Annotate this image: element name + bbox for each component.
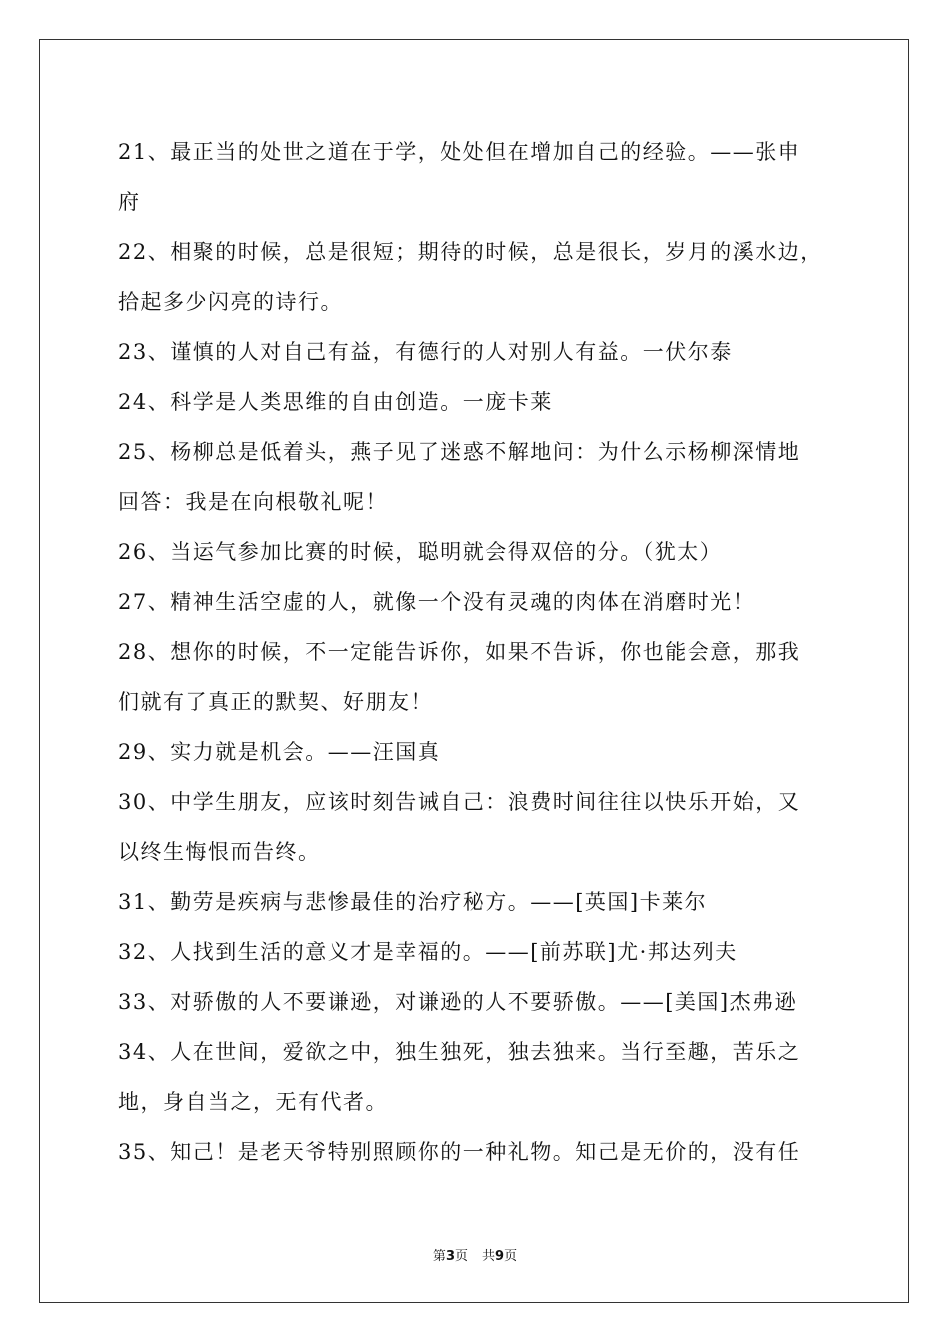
- total-suffix: 页: [504, 1249, 518, 1264]
- text-line: 以终生悔恨而告终。: [118, 840, 321, 864]
- text-line: 27、精神生活空虚的人，就像一个没有灵魂的肉体在消磨时光！: [118, 590, 756, 614]
- text-body: [118, 127, 838, 1177]
- text-line: 23、谨慎的人对自己有益，有德行的人对别人有益。一伏尔泰: [118, 340, 733, 364]
- page-footer: [0, 1245, 950, 1264]
- text-line: 30、中学生朋友，应该时刻告诫自己：浪费时间往往以快乐开始，又: [118, 790, 801, 814]
- text-line: 地，身自当之，无有代者。: [118, 1090, 388, 1114]
- text-line: 21、最正当的处世之道在于学，处处但在增加自己的经验。——张申: [118, 140, 801, 164]
- text-line: 28、想你的时候，不一定能告诉你，如果不告诉，你也能会意，那我: [118, 640, 801, 664]
- page-suffix: 页: [454, 1249, 468, 1264]
- text-line: 32、人找到生活的意义才是幸福的。——[前苏联]尤·邦达列夫: [118, 940, 738, 964]
- page-prefix: 第: [432, 1249, 446, 1264]
- text-line: 22、相聚的时候，总是很短；期待的时候，总是很长，岁月的溪水边，: [118, 240, 823, 264]
- text-line: 29、实力就是机会。——汪国真: [118, 740, 441, 764]
- text-line: 31、勤劳是疾病与悲惨最佳的治疗秘方。——[英国]卡莱尔: [118, 890, 708, 914]
- total-prefix: 共: [482, 1249, 496, 1264]
- text-line: 们就有了真正的默契、好朋友！: [118, 690, 433, 714]
- text-line: 35、知己！是老天爷特别照顾你的一种礼物。知己是无价的，没有任: [118, 1140, 801, 1164]
- text-line: 回答：我是在向根敬礼呢！: [118, 490, 388, 514]
- text-line: 34、人在世间，爱欲之中，独生独死，独去独来。当行至趣，苦乐之: [118, 1040, 801, 1064]
- page-number: 3: [445, 1249, 455, 1264]
- text-line: 拾起多少闪亮的诗行。: [118, 290, 343, 314]
- text-line: 25、杨柳总是低着头，燕子见了迷惑不解地问：为什么示杨柳深情地: [118, 440, 801, 464]
- text-line: 33、对骄傲的人不要谦逊，对谦逊的人不要骄傲。——[美国]杰弗逊: [118, 990, 798, 1014]
- text-line: 26、当运气参加比赛的时候，聪明就会得双倍的分。（犹太）: [118, 540, 723, 564]
- text-line: 府: [118, 190, 141, 214]
- text-line: 24、科学是人类思维的自由创造。一庞卡莱: [118, 390, 553, 414]
- total-pages: 9: [495, 1249, 505, 1264]
